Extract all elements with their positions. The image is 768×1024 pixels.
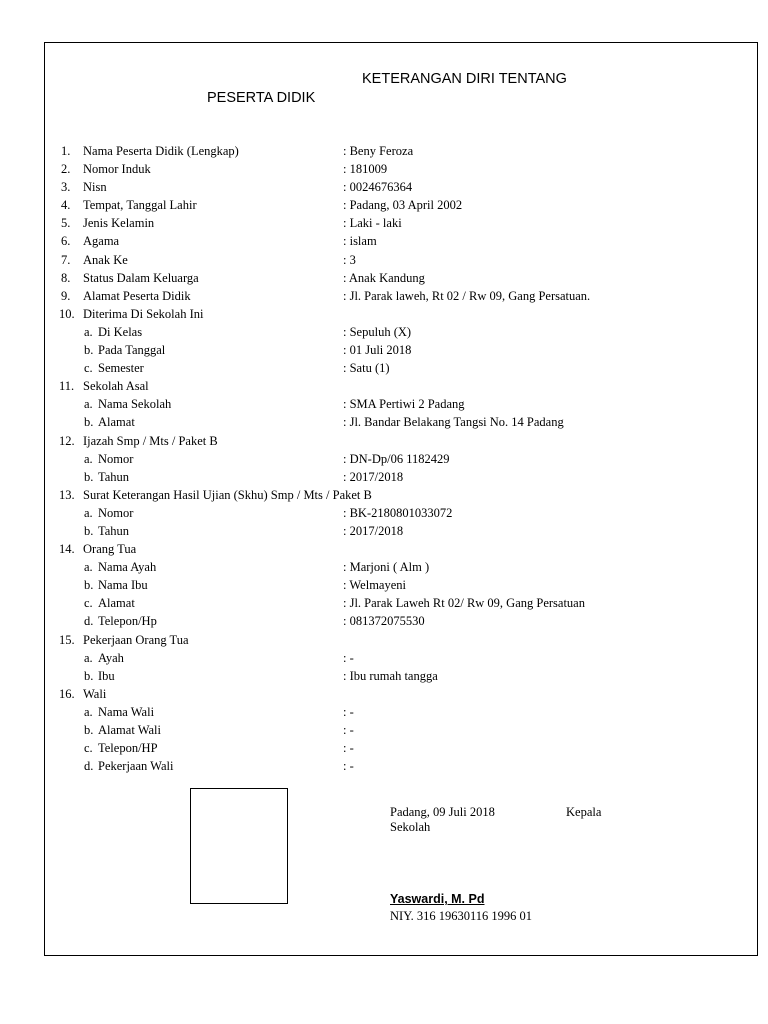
- field-label: Nomor Induk: [83, 162, 151, 177]
- document-title-line-2: PESERTA DIDIK: [207, 90, 316, 106]
- data-row: [0, 522, 768, 540]
- field-value: : DN-Dp/06 1182429: [343, 451, 450, 466]
- field-value: : Laki - laki: [343, 216, 402, 231]
- sub-item-letter: b.: [84, 415, 94, 430]
- data-row: [0, 232, 768, 250]
- data-row: [0, 540, 768, 558]
- field-value: : BK-2180801033072: [343, 505, 453, 520]
- data-row: [0, 486, 768, 504]
- sub-item-letter: a.: [84, 650, 93, 665]
- field-label: Agama: [83, 234, 120, 249]
- data-row: [0, 287, 768, 305]
- field-value: : Sepuluh (X): [343, 324, 412, 339]
- sub-item-letter: d.: [84, 614, 94, 629]
- field-value: : islam: [343, 234, 377, 249]
- sub-item-letter: a.: [84, 324, 93, 339]
- data-row: [0, 269, 768, 287]
- field-value: : Padang, 03 April 2002: [343, 198, 463, 213]
- field-label: Pekerjaan Orang Tua: [83, 632, 189, 647]
- data-row: [0, 142, 768, 160]
- data-row: [0, 612, 768, 630]
- field-value: : -: [343, 704, 354, 719]
- field-label: Ijazah Smp / Mts / Paket B: [83, 433, 218, 448]
- item-number: 15.: [59, 632, 75, 647]
- item-number: 4.: [61, 198, 71, 213]
- field-value: : 3: [343, 252, 356, 267]
- field-label: Nomor: [98, 505, 134, 520]
- sub-item-letter: c.: [84, 741, 93, 756]
- data-row: [0, 323, 768, 341]
- field-value: : Welmayeni: [343, 578, 406, 593]
- field-label: Orang Tua: [83, 542, 137, 557]
- field-label: Telepon/HP: [98, 741, 158, 756]
- sub-item-letter: b.: [84, 523, 94, 538]
- sub-item-letter: b.: [84, 668, 94, 683]
- field-value: : -: [343, 723, 354, 737]
- field-label: Ibu: [98, 668, 115, 683]
- field-label: Nisn: [83, 180, 107, 195]
- item-number: 13.: [59, 487, 75, 502]
- photo-placeholder: [190, 788, 288, 904]
- data-row: [0, 594, 768, 612]
- data-row: [0, 576, 768, 594]
- field-value: : SMA Pertiwi 2 Padang: [343, 397, 465, 412]
- student-data-list: [0, 142, 768, 775]
- data-row: [0, 359, 768, 377]
- signatory-id-number: NIY. 316 19630116 1996 01: [390, 909, 533, 923]
- data-row: [0, 703, 768, 721]
- field-value: : Jl. Parak Laweh Rt 02/ Rw 09, Gang Persatuan: [343, 596, 585, 611]
- field-label: Ayah: [98, 650, 124, 665]
- field-label: Alamat Peserta Didik: [83, 288, 191, 303]
- data-row: [0, 468, 768, 486]
- data-row: [0, 739, 768, 757]
- field-label: Tempat, Tanggal Lahir: [83, 198, 197, 213]
- field-label: Nama Sekolah: [98, 397, 172, 412]
- field-value: : 01 Juli 2018: [343, 343, 412, 358]
- field-label: Surat Keterangan Hasil Ujian (Skhu) Smp / Mts / Paket B: [83, 487, 372, 502]
- field-value: : 081372075530: [343, 614, 425, 629]
- item-number: 8.: [61, 270, 71, 285]
- field-value: : 2017/2018: [343, 469, 404, 484]
- field-label: Alamat Wali: [98, 723, 161, 737]
- field-value: : Beny Feroza: [343, 144, 414, 158]
- data-row: [0, 395, 768, 413]
- sub-item-letter: b.: [84, 578, 94, 593]
- field-label: Semester: [98, 361, 144, 376]
- field-label: Nama Wali: [98, 704, 155, 719]
- data-row: [0, 432, 768, 450]
- sub-item-letter: a.: [84, 397, 93, 412]
- field-value: : Marjoni ( Alm ): [343, 560, 430, 575]
- field-label: Status Dalam Keluarga: [83, 270, 199, 285]
- field-label: Nomor: [98, 451, 134, 466]
- field-label: Sekolah Asal: [83, 379, 149, 394]
- item-number: 2.: [61, 162, 71, 177]
- data-row: [0, 413, 768, 431]
- field-label: Wali: [83, 686, 107, 701]
- sub-item-letter: d.: [84, 759, 94, 774]
- field-label: Telepon/Hp: [98, 614, 157, 629]
- field-label: Jenis Kelamin: [83, 216, 155, 231]
- field-value: : Anak Kandung: [343, 270, 425, 285]
- field-value: : -: [343, 650, 354, 665]
- signature-role-line-2: Sekolah: [390, 820, 431, 834]
- data-row: [0, 377, 768, 395]
- field-value: : Satu (1): [343, 361, 390, 376]
- data-row: [0, 685, 768, 703]
- field-label: Diterima Di Sekolah Ini: [83, 306, 204, 321]
- field-value: : Ibu rumah tangga: [343, 668, 438, 683]
- sub-item-letter: a.: [84, 560, 93, 575]
- field-label: Pekerjaan Wali: [98, 759, 174, 774]
- field-label: Nama Ayah: [98, 560, 157, 575]
- data-row: [0, 214, 768, 232]
- sub-item-letter: a.: [84, 451, 93, 466]
- sub-item-letter: a.: [84, 505, 93, 520]
- data-row: [0, 504, 768, 522]
- item-number: 5.: [61, 216, 71, 231]
- data-row: [0, 196, 768, 214]
- item-number: 12.: [59, 433, 75, 448]
- field-value: : Jl. Bandar Belakang Tangsi No. 14 Padang: [343, 415, 564, 430]
- item-number: 10.: [59, 306, 75, 321]
- data-row: [0, 160, 768, 178]
- item-number: 14.: [59, 542, 75, 557]
- field-label: Tahun: [98, 523, 130, 538]
- data-row: [0, 341, 768, 359]
- data-row: [0, 757, 768, 775]
- data-row: [0, 558, 768, 576]
- data-row: [0, 649, 768, 667]
- signatory-name: Yaswardi, M. Pd: [390, 892, 485, 906]
- field-value: : 0024676364: [343, 180, 413, 195]
- data-row: [0, 667, 768, 685]
- item-number: 11.: [59, 379, 75, 394]
- data-row: [0, 721, 768, 739]
- field-value: : 181009: [343, 162, 388, 177]
- signature-place-date: Padang, 09 Juli 2018: [390, 805, 495, 819]
- sub-item-letter: b.: [84, 723, 94, 737]
- field-label: Alamat: [98, 596, 135, 611]
- field-label: Anak Ke: [83, 252, 128, 267]
- field-label: Pada Tanggal: [98, 343, 166, 358]
- field-label: Nama Ibu: [98, 578, 148, 593]
- item-number: 6.: [61, 234, 71, 249]
- field-label: Nama Peserta Didik (Lengkap): [83, 144, 239, 158]
- field-value: : -: [343, 741, 354, 756]
- sub-item-letter: c.: [84, 361, 93, 376]
- item-number: 1.: [61, 144, 71, 158]
- data-row: [0, 305, 768, 323]
- field-label: Di Kelas: [98, 324, 143, 339]
- data-row: [0, 251, 768, 269]
- sub-item-letter: b.: [84, 343, 94, 358]
- item-number: 16.: [59, 686, 75, 701]
- data-row: [0, 450, 768, 468]
- item-number: 9.: [61, 288, 71, 303]
- sub-item-letter: a.: [84, 704, 93, 719]
- field-label: Tahun: [98, 469, 130, 484]
- data-row: [0, 631, 768, 649]
- field-value: : Jl. Parak laweh, Rt 02 / Rw 09, Gang Persatuan.: [343, 288, 591, 303]
- field-value: : -: [343, 759, 354, 774]
- document-title-line-1: KETERANGAN DIRI TENTANG: [362, 71, 567, 87]
- sub-item-letter: c.: [84, 596, 93, 611]
- signature-role-line-1: Kepala: [566, 805, 602, 819]
- item-number: 3.: [61, 180, 71, 195]
- item-number: 7.: [61, 252, 71, 267]
- field-value: : 2017/2018: [343, 523, 404, 538]
- field-label: Alamat: [98, 415, 135, 430]
- data-row: [0, 178, 768, 196]
- sub-item-letter: b.: [84, 469, 94, 484]
